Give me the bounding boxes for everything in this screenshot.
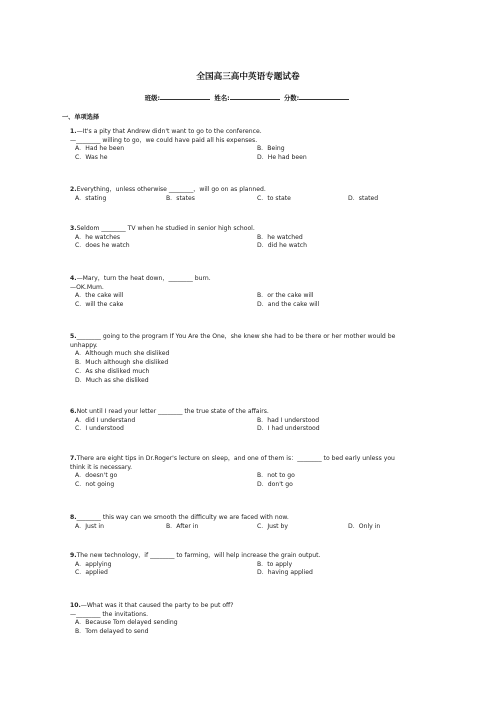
option-group bbox=[70, 292, 430, 309]
question-stem-text: —Mary，turn the heat down，________ burn. bbox=[76, 275, 211, 282]
question-stem-text: There are eight tips in Dr.Roger's lecture on sleep，and one of them is：________ to bed early unless you bbox=[76, 455, 395, 462]
answer-option-b[interactable]: B．states bbox=[166, 194, 195, 202]
question-3 bbox=[70, 225, 430, 251]
question-stem-text: think it is necessary. bbox=[70, 463, 133, 471]
question-2 bbox=[70, 186, 430, 203]
answer-option-d[interactable]: D．having applied bbox=[257, 569, 313, 577]
answer-option-b[interactable]: B．he watched bbox=[257, 233, 303, 241]
question-5 bbox=[70, 333, 430, 385]
question-stem-text: —It's a pity that Andrew didn't want to go to the conference. bbox=[76, 128, 262, 135]
answer-option-b[interactable]: B．After in bbox=[166, 522, 199, 530]
question-stem-text: —________ the invitations. bbox=[70, 610, 149, 618]
question-number: 2. bbox=[70, 186, 77, 193]
question-stem-text: —OK.Mum. bbox=[70, 283, 104, 291]
answer-option-b[interactable]: B．Tom delayed to send bbox=[75, 628, 149, 636]
class-label: 班级: bbox=[144, 94, 161, 102]
question-number: 1. bbox=[70, 128, 77, 135]
answer-option-d[interactable]: D．did he watch bbox=[257, 242, 308, 250]
answer-option-b[interactable]: B．or the cake will bbox=[257, 292, 314, 300]
answer-option-a[interactable]: A．Although much she disliked bbox=[75, 350, 170, 358]
question-stem-text: unhappy. bbox=[70, 341, 98, 349]
question-4 bbox=[70, 275, 430, 310]
answer-option-b[interactable]: B．Much although she disliked bbox=[75, 359, 169, 367]
name-blank[interactable] bbox=[230, 94, 280, 100]
class-blank[interactable] bbox=[160, 94, 210, 100]
question-stem-line bbox=[70, 137, 430, 146]
answer-option-c[interactable]: C．not going bbox=[75, 481, 115, 489]
answer-option-a[interactable]: A．Had he been bbox=[75, 145, 125, 153]
question-stem-line bbox=[70, 284, 430, 293]
question-number: 10. bbox=[70, 602, 81, 609]
question-stem-line bbox=[70, 464, 430, 473]
name-label: 姓名: bbox=[214, 94, 230, 102]
score-label: 分数: bbox=[283, 94, 300, 102]
answer-option-c[interactable]: C．Just by bbox=[257, 522, 288, 530]
question-number: 4. bbox=[70, 275, 77, 282]
question-1 bbox=[70, 128, 430, 163]
answer-option-d[interactable]: D．Only in bbox=[348, 522, 381, 530]
question-stem-line bbox=[70, 602, 430, 611]
answer-option-d[interactable]: D．stated bbox=[348, 194, 379, 202]
question-7 bbox=[70, 455, 430, 490]
question-stem-line bbox=[70, 333, 430, 342]
option-group bbox=[70, 523, 430, 532]
question-stem-line bbox=[70, 186, 430, 195]
question-stem-line bbox=[70, 275, 430, 284]
option-group bbox=[70, 561, 430, 578]
question-6 bbox=[70, 408, 430, 434]
question-stem-text: —What was it that caused the party to be put off? bbox=[80, 602, 234, 609]
question-stem-text: Seldom ________ TV when he studied in senior high school. bbox=[76, 225, 255, 232]
answer-option-a[interactable]: A．the cake will bbox=[75, 292, 124, 300]
answer-option-a[interactable]: A．Just in bbox=[75, 522, 104, 530]
option-group bbox=[70, 234, 430, 251]
answer-option-c[interactable]: C．I understood bbox=[75, 425, 124, 433]
answer-option-a[interactable]: A．stating bbox=[75, 194, 107, 202]
answer-option-b[interactable]: B．had I understood bbox=[257, 416, 320, 424]
answer-option-a[interactable]: A．applying bbox=[75, 560, 112, 568]
answer-option-c[interactable]: C．to state bbox=[257, 194, 291, 202]
answer-option-a[interactable]: A．did I understand bbox=[75, 416, 136, 424]
question-stem-line bbox=[70, 408, 430, 417]
option-group bbox=[70, 417, 430, 434]
student-info-line bbox=[0, 93, 496, 102]
answer-option-d[interactable]: D．don't go bbox=[257, 481, 293, 489]
option-group bbox=[70, 350, 430, 385]
answer-option-d[interactable]: D．Much as she disliked bbox=[75, 376, 149, 384]
question-stem-text: Everything，unless otherwise ________，will go on as planned. bbox=[76, 186, 266, 193]
answer-option-c[interactable]: C．As she disliked much bbox=[75, 367, 150, 375]
question-number: 8. bbox=[70, 514, 77, 521]
question-number: 7. bbox=[70, 455, 77, 462]
section-heading: 一、单项选择 bbox=[62, 114, 100, 121]
question-stem-line bbox=[70, 514, 430, 523]
question-stem-line bbox=[70, 225, 430, 234]
answer-option-c[interactable]: C．will the cake bbox=[75, 301, 124, 309]
answer-option-c[interactable]: C．applied bbox=[75, 569, 108, 577]
question-stem-line bbox=[70, 455, 430, 464]
option-group bbox=[70, 472, 430, 489]
score-blank[interactable] bbox=[299, 94, 349, 100]
question-9 bbox=[70, 552, 430, 578]
question-stem-text: —________ willing to go，we could have paid all his expenses. bbox=[70, 136, 258, 144]
answer-option-b[interactable]: B．Being bbox=[257, 145, 285, 153]
question-number: 3. bbox=[70, 225, 77, 232]
question-stem-line bbox=[70, 552, 430, 561]
answer-option-a[interactable]: A．he watches bbox=[75, 233, 121, 241]
answer-option-a[interactable]: A．doesn't go bbox=[75, 472, 118, 480]
page-title: 全国高三高中英语专题试卷 bbox=[196, 72, 300, 82]
question-10 bbox=[70, 602, 430, 637]
question-8 bbox=[70, 514, 430, 531]
question-stem-text: ________ this way can we smooth the difficulty we are faced with now. bbox=[76, 514, 289, 521]
answer-option-b[interactable]: B．not to go bbox=[257, 472, 295, 480]
question-number: 6. bbox=[70, 408, 77, 415]
question-stem-text: ________ going to the program If You Are the One，she knew she had to be there or her mother would be bbox=[76, 333, 396, 340]
question-stem-line bbox=[70, 128, 430, 137]
option-group bbox=[70, 145, 430, 162]
question-number: 9. bbox=[70, 552, 77, 559]
option-group bbox=[70, 195, 430, 204]
answer-option-b[interactable]: B．to apply bbox=[257, 560, 293, 568]
answer-option-d[interactable]: D．I had understood bbox=[257, 425, 320, 433]
question-stem-text: Not until I read your letter ________ the true state of the affairs. bbox=[76, 408, 269, 415]
answer-option-d[interactable]: D．and the cake will bbox=[257, 301, 320, 309]
answer-option-d[interactable]: D．He had been bbox=[257, 154, 307, 162]
answer-option-a[interactable]: A．Because Tom delayed sending bbox=[75, 619, 178, 627]
option-group bbox=[70, 619, 430, 636]
question-number: 5. bbox=[70, 333, 77, 340]
question-stem-line bbox=[70, 342, 430, 351]
answer-option-c[interactable]: C．does he watch bbox=[75, 242, 130, 250]
question-stem-text: The new technology，if ________ to farming，will help increase the grain output. bbox=[76, 552, 321, 559]
answer-option-c[interactable]: C．Was he bbox=[75, 154, 108, 162]
question-stem-line bbox=[70, 611, 430, 620]
